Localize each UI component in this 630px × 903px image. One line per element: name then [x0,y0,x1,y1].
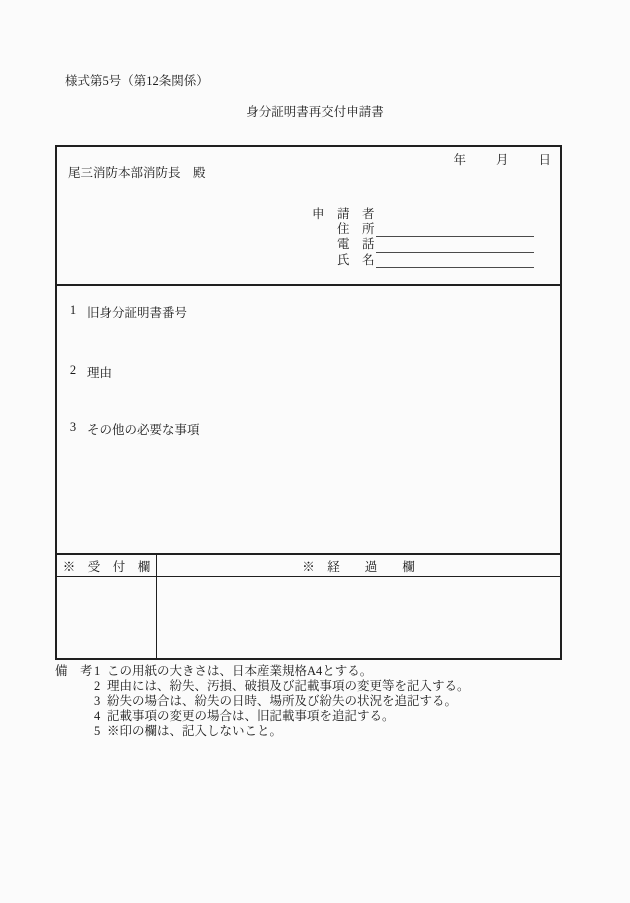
name-field-row [337,253,534,268]
remark-number: 4 [94,709,101,723]
item-reason [68,363,112,381]
month-label: 月 [495,153,509,167]
application-form-box [55,145,562,660]
reception-column-header [57,555,157,576]
item-label: 旧身分証明書番号 [87,306,188,320]
remarks-heading-spacer [55,694,92,709]
remark-text: ※印の欄は、記入しないこと。 [107,724,283,738]
applicant-block [312,207,534,268]
item-label: 理由 [87,366,113,380]
item-other-necessary-matters [68,420,200,438]
remark-text: 理由には、紛失、汚損、破損及び記載事項の変更等を記入する。 [107,679,470,693]
address-label: 住 所 [337,222,375,237]
item-number: 1 [69,303,77,317]
name-underline [376,255,534,268]
applicant-heading: 申 請 者 [312,207,375,221]
remark-number: 1 [94,664,101,678]
address-field-row [337,222,534,237]
item-old-certificate-number [68,303,187,321]
item-number: 2 [69,363,77,377]
stamp-body-row [57,577,560,658]
remarks-heading: 備 考 [55,664,93,678]
progress-column-header [157,555,560,576]
address-underline [376,224,534,237]
form-number: 様式第5号（第12条関係） [65,74,209,88]
name-label: 氏 名 [337,252,375,267]
remarks-heading-spacer [55,679,92,694]
progress-header-label: ※ 経 過 欄 [302,559,415,574]
item-number: 3 [69,420,77,434]
date-line [453,150,551,168]
remark-row [55,679,470,694]
stamp-section [57,553,560,658]
year-label: 年 [453,153,466,167]
remark-text: この用紙の大きさは、日本産業規格A4とする。 [107,664,373,678]
remarks-heading-spacer [55,724,92,739]
document-title: 身分証明書再交付申請書 [246,105,384,119]
remark-row [55,709,470,724]
stamp-header-row [57,555,560,577]
item-label: その他の必要な事項 [87,423,200,437]
remark-number: 2 [94,679,101,693]
reception-cell [57,577,157,658]
progress-cell [157,577,560,658]
reception-header-label: ※ 受 付 欄 [62,559,151,574]
section-divider [57,284,560,286]
remark-number: 3 [94,694,101,708]
remark-text: 紛失の場合は、紛失の日時、場所及び紛失の状況を追記する。 [107,694,458,708]
addressee: 尾三消防本部消防長 殿 [68,166,206,180]
phone-label: 電 話 [337,237,375,252]
remark-number: 5 [94,724,101,738]
remark-row [55,724,470,739]
remark-row [55,694,470,709]
remark-row [55,664,470,679]
day-label: 日 [538,153,551,167]
remark-text: 記載事項の変更の場合は、旧記載事項を追記する。 [107,709,395,723]
remarks-heading-spacer [55,709,92,724]
remarks-block [55,664,470,739]
phone-field-row [337,237,534,252]
phone-underline [376,240,534,253]
